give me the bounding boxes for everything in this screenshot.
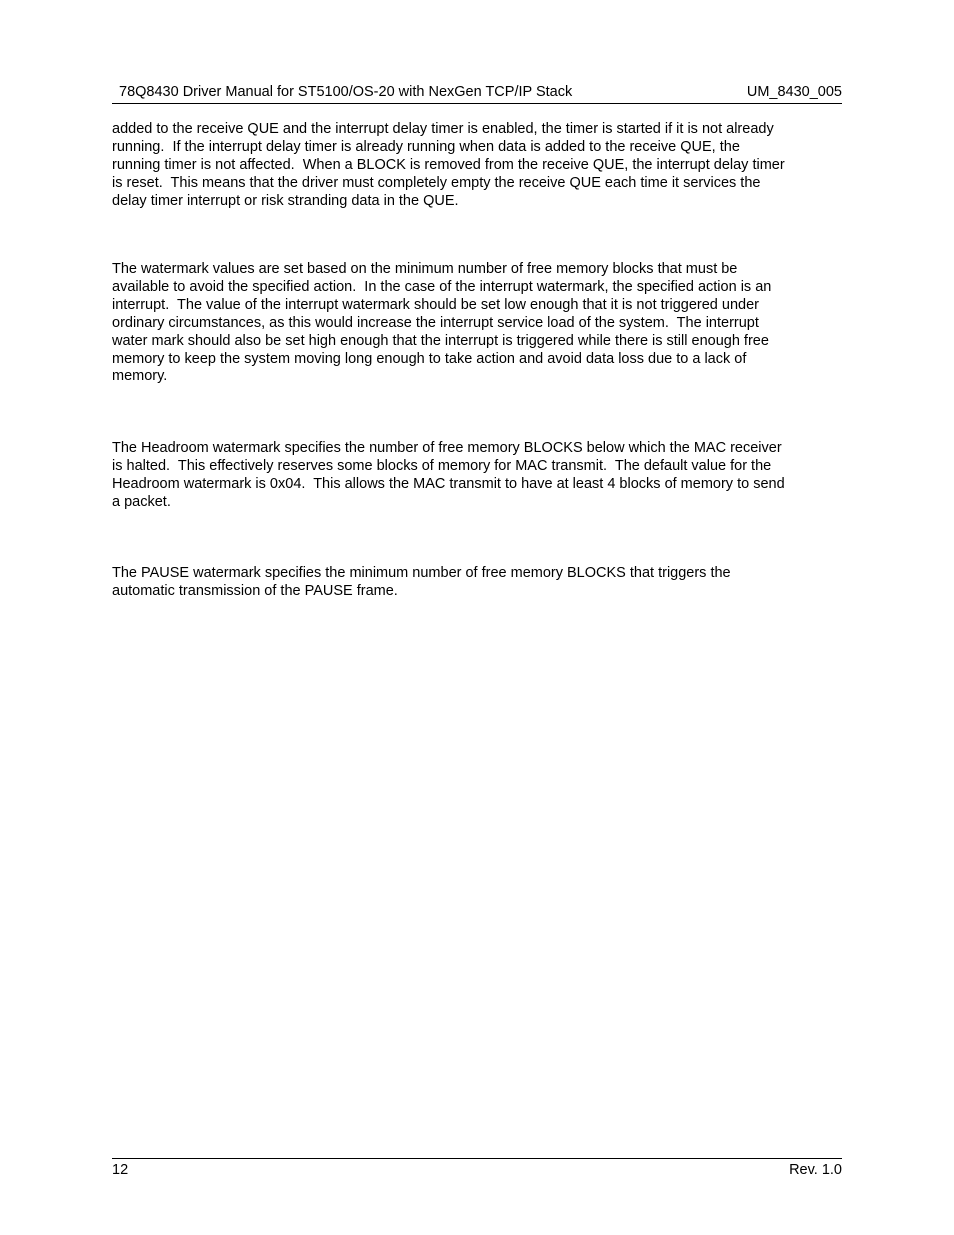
text-line: added to the receive QUE and the interrupt delay timer is enabled, the timer is started if it is not already bbox=[112, 121, 774, 137]
text-line: The PAUSE watermark specifies the minimum number of free memory BLOCKS that triggers the bbox=[112, 565, 731, 581]
text-line: delay timer interrupt or risk stranding data in the QUE. bbox=[112, 192, 459, 209]
text-line: memory. bbox=[112, 368, 168, 385]
paragraph-pause-watermark bbox=[112, 565, 846, 601]
paragraph-receive-que bbox=[112, 121, 846, 211]
page-footer bbox=[112, 1158, 842, 1183]
text-line: Headroom watermark is 0x04. This allows the MAC transmit to have at least 4 blocks of memory to send bbox=[112, 475, 785, 492]
revision-label: Rev. 1.0 bbox=[789, 1162, 842, 1178]
text-line: interrupt. The value of the interrupt watermark should be set low enough that it is not triggered under bbox=[112, 296, 759, 313]
text-line: available to avoid the specified action. In the case of the interrupt watermark, the specified action is an bbox=[112, 278, 772, 295]
page-header bbox=[112, 84, 842, 104]
text-line: water mark should also be set high enough that the interrupt is triggered while there is still enough free bbox=[112, 332, 769, 349]
paragraph-watermark-values bbox=[112, 261, 846, 386]
paragraph-headroom-watermark bbox=[112, 440, 846, 512]
text-line: is halted. This effectively reserves some blocks of memory for MAC transmit. The default value for the bbox=[112, 457, 772, 474]
document-title: 78Q8430 Driver Manual for ST5100/OS-20 with NexGen TCP/IP Stack bbox=[119, 84, 573, 100]
text-line: running. If the interrupt delay timer is already running when data is added to the receive QUE, the bbox=[112, 138, 740, 155]
text-line: memory to keep the system moving long enough to take action and avoid data loss due to a lack of bbox=[112, 350, 747, 367]
text-line: ordinary circumstances, as this would increase the interrupt service load of the system. The interrupt bbox=[112, 314, 759, 331]
text-line: a packet. bbox=[112, 493, 171, 510]
page-number: 12 bbox=[112, 1162, 129, 1178]
document-id: UM_8430_005 bbox=[746, 84, 842, 100]
text-line: running timer is not affected. When a BLOCK is removed from the receive QUE, the interrupt delay timer bbox=[112, 156, 785, 173]
text-line: is reset. This means that the driver must completely empty the receive QUE each time it services the bbox=[112, 174, 761, 191]
text-line: The Headroom watermark specifies the number of free memory BLOCKS below which the MAC receiver bbox=[112, 440, 782, 456]
text-line: The watermark values are set based on the minimum number of free memory blocks that must be bbox=[112, 261, 738, 277]
text-line: automatic transmission of the PAUSE frame. bbox=[112, 582, 398, 599]
